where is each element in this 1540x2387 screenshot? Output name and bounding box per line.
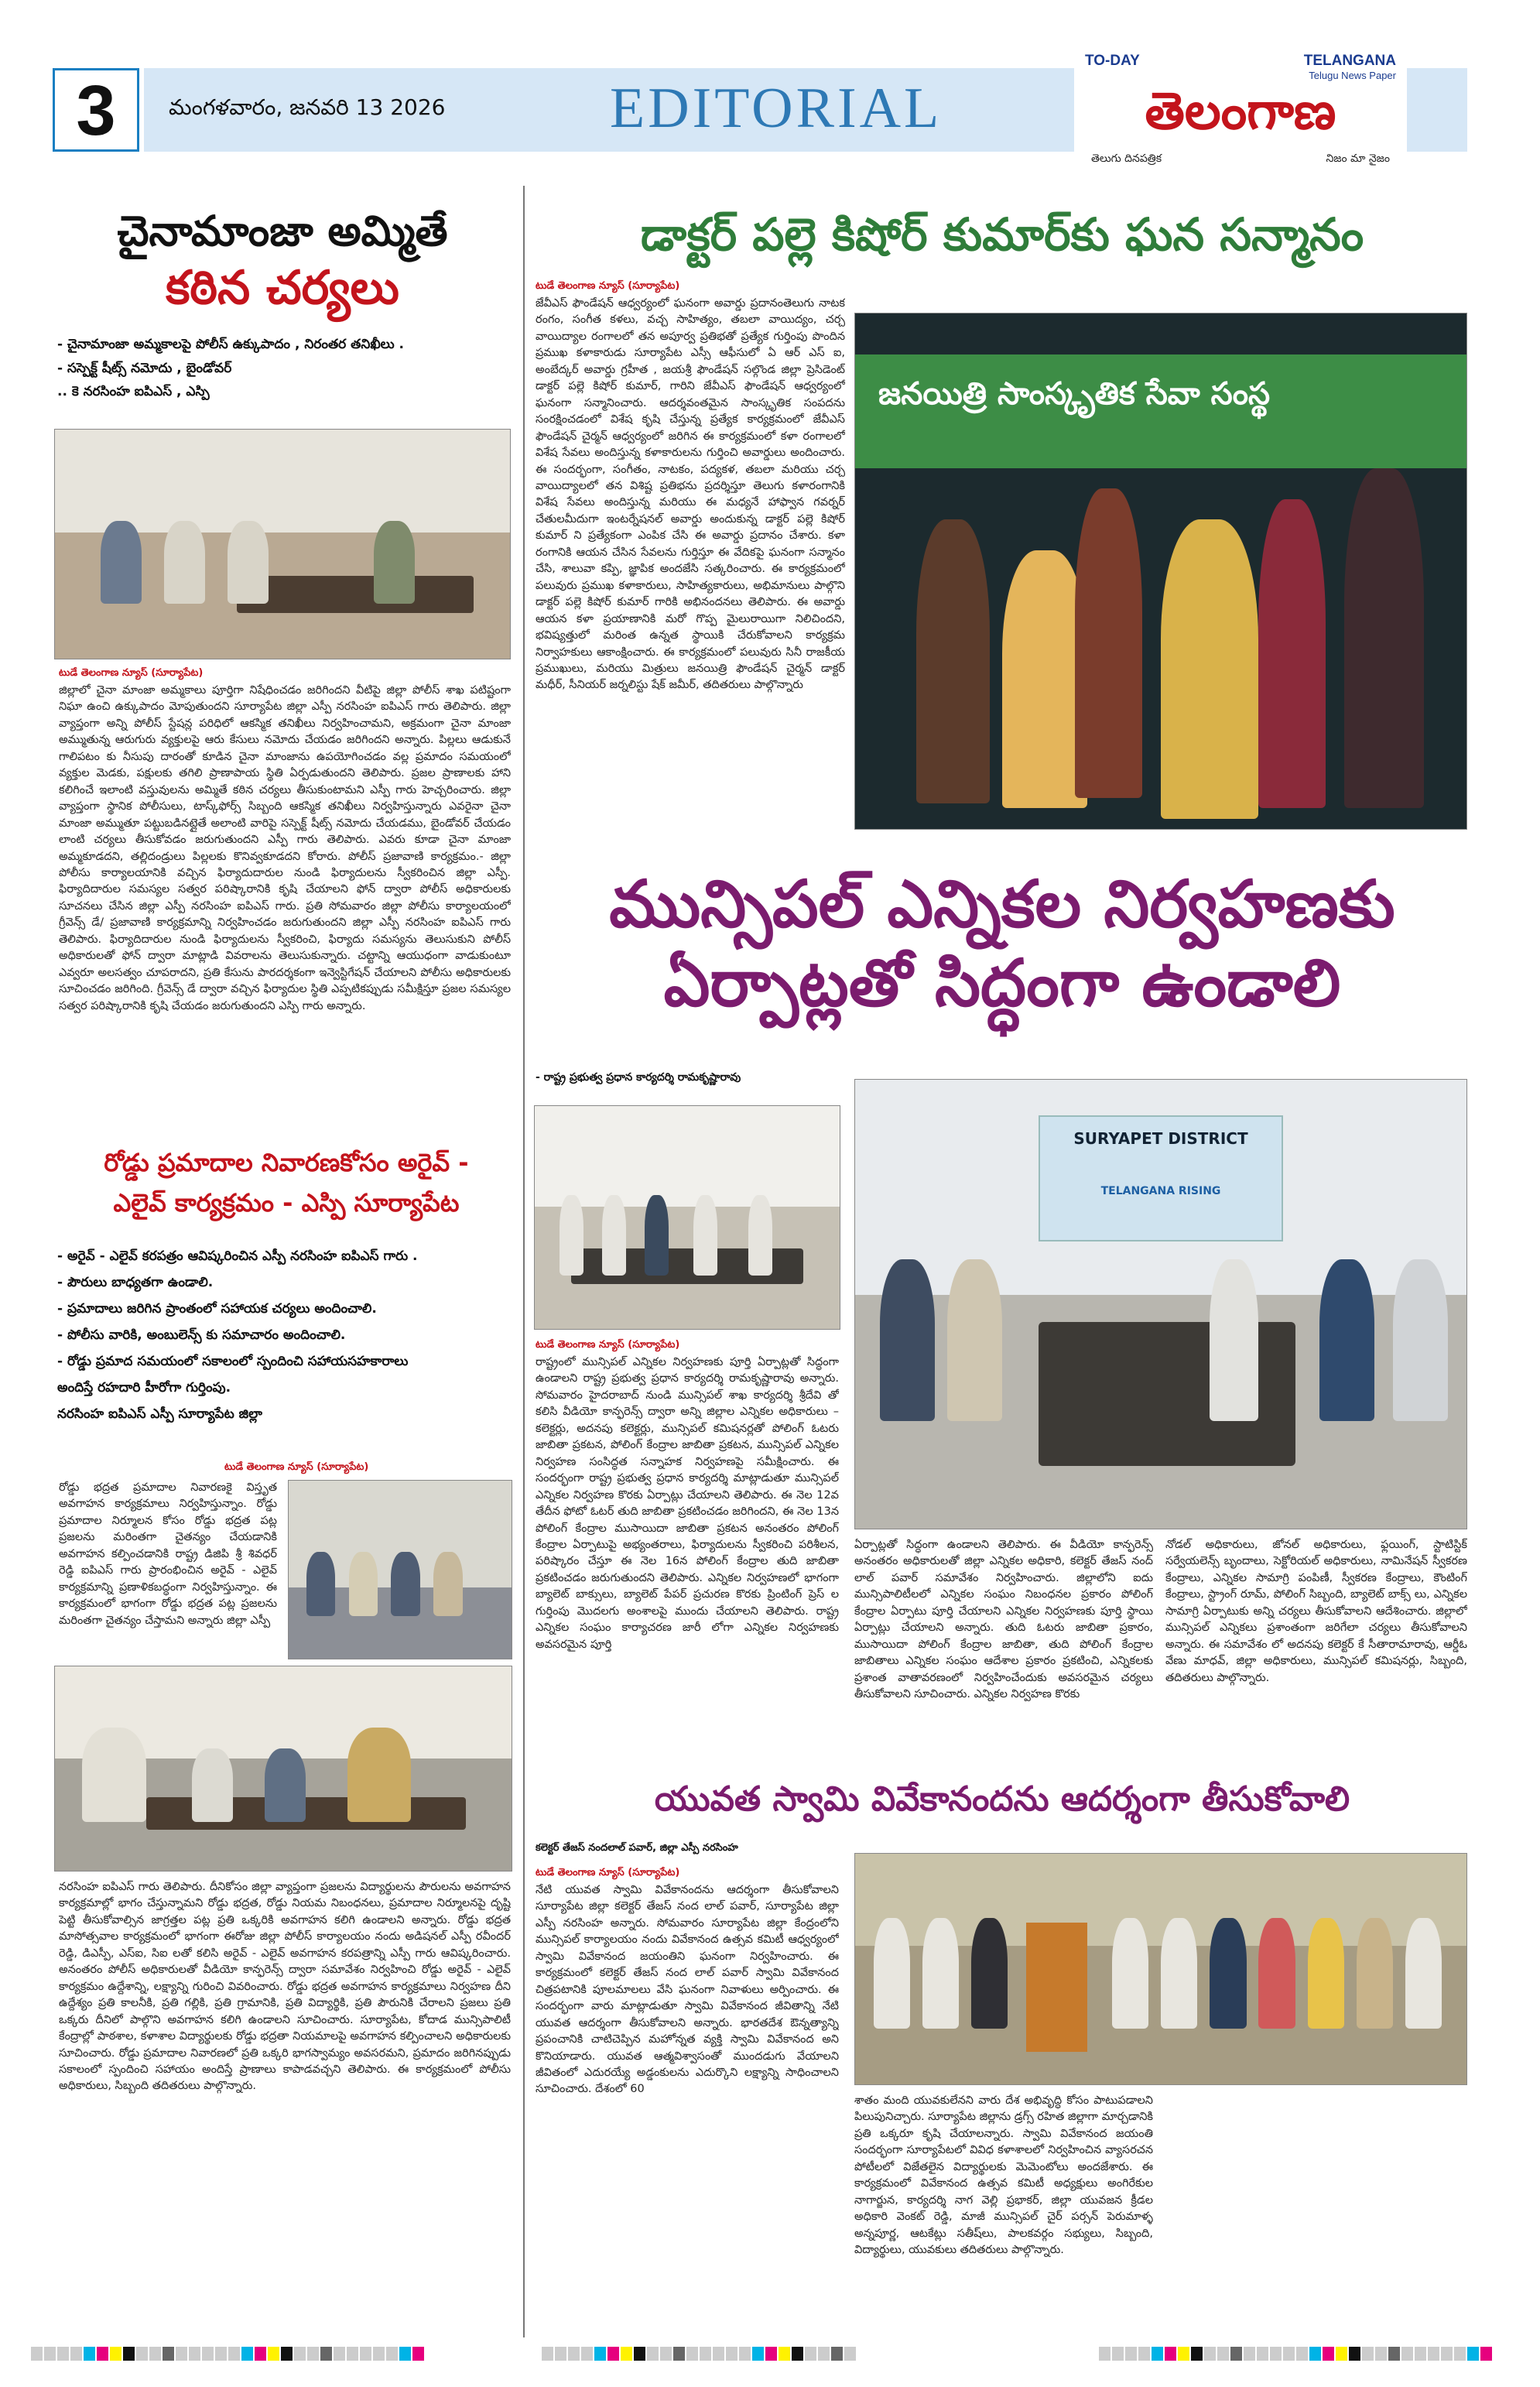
story2-bullet: - అరైవ్ - ఎలైవ్ కరపత్రం ఆవిష్కరించిన ఎస్పీ నరసింహ ఐపిఎస్ గారు .	[57, 1248, 418, 1264]
story3-dateline: టుడే తెలంగాణ న్యూస్ (సూర్యాపేట)	[536, 280, 680, 292]
logo-tagline-right: నిజం మా నైజం	[1326, 152, 1390, 165]
registration-swatch	[765, 2347, 777, 2361]
registration-swatch	[1217, 2347, 1229, 2361]
logo-right-subtitle: Telugu News Paper	[1309, 70, 1396, 81]
registration-swatch	[110, 2347, 121, 2361]
story2-bullet: - పౌరులు బాధ్యతగా ఉండాలి.	[57, 1275, 214, 1290]
registration-swatch	[334, 2347, 345, 2361]
registration-swatch	[647, 2347, 659, 2361]
registration-swatch	[1388, 2347, 1400, 2361]
registration-swatch	[1099, 2347, 1111, 2361]
registration-swatch	[386, 2347, 398, 2361]
registration-swatch	[1428, 2347, 1439, 2361]
registration-swatch	[594, 2347, 606, 2361]
photo-screen-subtitle: TELANGANA RISING	[1100, 1184, 1221, 1197]
registration-swatch	[700, 2347, 711, 2361]
registration-swatch	[1125, 2347, 1137, 2361]
registration-swatch	[818, 2347, 830, 2361]
story2-bullet: నరసింహ ఐపిఎస్ ఎస్పీ సూర్యాపేట జిల్లా	[57, 1406, 262, 1422]
registration-swatch	[1152, 2347, 1163, 2361]
story3-photo-felicitation	[854, 313, 1467, 830]
story5-headline: యువత స్వామి వివేకానందను ఆదర్శంగా తీసుకోవాలి	[654, 1779, 1350, 1819]
registration-swatch	[1138, 2347, 1150, 2361]
registration-swatch	[241, 2347, 253, 2361]
registration-swatch	[1336, 2347, 1347, 2361]
story5-photo-tribute	[854, 1853, 1467, 2085]
registration-swatch	[686, 2347, 698, 2361]
story4-headline-line1: మున్సిపల్ ఎన్నికల నిర్వహణకు	[609, 866, 1395, 942]
registration-swatch	[202, 2347, 214, 2361]
story5-body-right	[854, 2093, 1153, 2336]
registration-swatch	[320, 2347, 332, 2361]
registration-swatch	[70, 2347, 82, 2361]
registration-swatch	[581, 2347, 593, 2361]
registration-swatch	[739, 2347, 751, 2361]
masthead	[53, 53, 1467, 165]
registration-swatch	[1204, 2347, 1216, 2361]
story1-dateline: టుడే తెలంగాణ న్యూస్ (సూర్యాపేట)	[59, 667, 204, 679]
registration-swatch	[97, 2347, 108, 2361]
registration-swatch	[1323, 2347, 1334, 2361]
registration-swatch	[1178, 2347, 1189, 2361]
story2-body-bottom: నరసింహ ఐపిఎస్ గారు తెలిపారు. దీనికోసం జిల్లా వ్యాప్తంగా ప్రజలను విద్యార్థులను పౌరులను అవగాహన కార్యక్రమాల్లో భాగం చేస్తున్నామని రోడ్డు భద్రత, రోడ్డు నియమ నిబంధనలు, ప్రమాదాల నిర్మూలనపై దృష్టి పెట్టి తీసుకోవాల్సిన జాగ్రత్తల పట్ల ప్రతి ఒక్కరికి అవగాహన కలిగి ఉండాలని అన్నారు. రోడ్డు భద్రత మాసోత్సవాల కార్యక్రమంలో భాగంగా ఈరోజు జిల్లా పోలీస్ కార్యాలయం నందు అడిషనల్ ఎస్పీ రవీందర్ రెడ్డి, డిఎస్పీ, ఎస్ఐ, సిఐ లతో కలిసి అరైవ్ - ఎలైవ్ అవగాహన కరపత్రాన్ని ఎస్పీ గారు ఆవిష్కరించారు. అనంతరం పోలీస్ అధికారులతో వీడియో కాన్ఫరెన్స్ ద్వారా సమావేశం నిర్వహించి రోడ్డు అరైవ్ - ఎలైవ్ కార్యక్రమం ఉద్దేశాన్ని, లక్ష్యాన్ని గురించి వివరించారు. రోడ్డు భద్రత అవగాహన కార్యక్రమాలు నిర్వహణ దీని ఉద్దేశ్యం ప్రతి కాలనీకి, ప్రతి గల్లికి, ప్రతి గ్రామానికి, ప్రతి విద్యార్థికి, ప్రతి పౌరునికి చేరాలని ప్రజలు ప్రతి ఒక్కరు దీనిలో పాల్గొని అవగాహన కలిగి ఉండాలని సూచించారు. సూర్యాపేట, కోదాడ మున్సిపాలిటీ కేంద్రాల్లో పాఠశాల, కళాశాల విద్యార్థులకు రోడ్డు భద్రతా నియమాలపై అవగాహన కల్పించాలని అధికారులకు సూచించారు. రోడ్డు ప్రమాదాల నివారణలో ప్రతి ఒక్కరి భాగస్వామ్యం అవసరమని, ప్రమాదం జరిగినప్పుడు సకాలంలో స్పందించి సహాయం అందిస్తే ప్రాణాలు కాపాడవచ్చని తెలిపారు. ఈ కార్యక్రమంలో పోలీసు అధికారులు, సిబ్బంది తదితరులు పాల్గొన్నారు.	[59, 1881, 511, 2093]
logo-left-label: TO-DAY	[1085, 53, 1140, 69]
registration-swatch	[215, 2347, 227, 2361]
registration-swatch	[1401, 2347, 1413, 2361]
story2-bullet: - ప్రమాదాలు జరిగిన ప్రాంతంలో సహాయక చర్యలు అందించాలి.	[57, 1301, 377, 1317]
story4-byline: - రాష్ట్ర ప్రభుత్వ ప్రధాన కార్యదర్శి రామకృష్ణారావు	[536, 1071, 741, 1084]
registration-swatch	[1441, 2347, 1453, 2361]
registration-swatch	[1230, 2347, 1242, 2361]
registration-swatch	[412, 2347, 424, 2361]
registration-swatch	[84, 2347, 95, 2361]
story5-body-right-cont	[1165, 2093, 1467, 2336]
registration-swatch	[1415, 2347, 1426, 2361]
registration-swatch	[1480, 2347, 1492, 2361]
registration-swatch	[31, 2347, 43, 2361]
registration-swatch	[726, 2347, 737, 2361]
registration-swatch	[555, 2347, 566, 2361]
story2-dateline: టుడే తెలంగాణ న్యూస్ (సూర్యాపేట)	[224, 1461, 369, 1473]
registration-swatch	[621, 2347, 632, 2361]
page-number-box	[53, 68, 139, 152]
story2-bullet: - రోడ్డు ప్రమాద సమయంలో సకాలంలో స్పందించి సహాయసహకారాలు	[57, 1354, 409, 1369]
story1-bullet: - చైనామాంజా అమ్మకాలపై పోలీస్ ఉక్కుపాదం , నిరంతర తనిఖీలు .	[57, 337, 404, 352]
story2-bullet: అందిస్తే రహదారి హీరోగా గుర్తింపు.	[57, 1380, 231, 1396]
registration-swatch	[752, 2347, 764, 2361]
registration-swatch	[307, 2347, 319, 2361]
story4-body-col-b: ఏర్పాట్లతో సిద్ధంగా ఉండాలని తెలిపారు. ఈ వీడియో కాన్ఫరెన్స్ అనంతరం అధికారులతో జిల్లా ఎన్నికల అధికారి, కలెక్టర్ తేజస్ నంద్ లాల్ పవార్ సమావేశం నిర్వహించారు. జిల్లాలోని ఐదు మున్సిపాలిటీలలో ఎన్నికల సంఘం నిబంధనల ప్రకారం పోలింగ్ కేంద్రాల ఏర్పాటు పూర్తి చేయాలని ఎన్నికల నిర్వహణకు పూర్తి స్థాయి ఏర్పాట్లు చేయాలని అన్నారు. తుది ఓటరు జాబితా ప్రకారం, ముసాయిదా పోలింగ్ కేంద్రాల జాబితా, తుది పోలింగ్ కేంద్రాల జాబితాలు ఎన్నికల సంఘం ఆదేశాల ప్రకారం ప్రకటించి, ఎన్నికలకు ప్రశాంత వాతావరణంలో నిర్వహించేందుకు అవసరమైన చర్యలు తీసుకోవాలని సూచించారు. ఎన్నికల నిర్వహణ కొరకు	[854, 1539, 1153, 1701]
photo-screen	[1039, 1115, 1283, 1241]
registration-swatch	[1362, 2347, 1374, 2361]
story2-photo-leaflet	[288, 1480, 512, 1659]
photo-stage-banner	[855, 354, 1466, 468]
registration-swatch	[136, 2347, 148, 2361]
story5-body-left: నేటి యువత స్వామి వివేకానందను ఆదర్శంగా తీసుకోవాలని సూర్యాపేట జిల్లా కలెక్టర్ తేజస్ నంద లాల్ పవార్, సూర్యాపేట జిల్లా ఎస్పీ నరసింహ అన్నారు. సోమవారం సూర్యాపేట జిల్లా కేంద్రంలోని మున్సిపల్ కార్యాలయం నందు వివేకానంద ఉత్సవ కమిటీ ఆధ్వర్యంలో స్వామి వివేకానంద జయంతిని ఘనంగా నిర్వహించారు. ఈ కార్యక్రమంలో కలెక్టర్ తేజస్ నంద లాల్ పవార్ స్వామి వివేకానంద చిత్రపటానికి పూలమాలలు వేసి ఘనంగా నివాళులు అర్పించారు. ఈ సందర్భంగా వారు మాట్లాడుతూ స్వామి వివేకానంద జీవితాన్ని నేటి యువత ఆదర్శంగా తీసుకోవాలని అన్నారు. భారతదేశ ఔన్నత్యాన్ని ప్రపంచానికి చాటిచెప్పిన మహోన్నత వ్యక్తి స్వామి వివేకానంద అని కొనియాడారు. యువత ఆత్మవిశ్వాసంతో ముందడుగు వేయాలని జీవితంలో ఎదురయ్యే అడ్డంకులను ఎదుర్కొని లక్ష్యాన్ని సాధించాలని సూచించారు. దేశంలో 60	[536, 1884, 839, 2096]
story3-headline: డాక్టర్ పల్లె కిషోర్ కుమార్‌కు ఘన సన్మానం	[640, 208, 1364, 261]
registration-swatch	[228, 2347, 240, 2361]
registration-swatch	[176, 2347, 187, 2361]
registration-swatch	[1454, 2347, 1466, 2361]
issue-date: మంగళవారం, జనవరి 13 2026	[169, 94, 446, 120]
story2-headline-line1: రోడ్డు ప్రమాదాల నివారణకోసం అరైవ్ -	[104, 1148, 469, 1177]
registration-swatch	[779, 2347, 790, 2361]
photo-stage-banner-text: జనయిత్రి సాంస్కృతిక సేవా సంస్థ	[878, 376, 1271, 413]
registration-swatch	[831, 2347, 843, 2361]
registration-swatch	[660, 2347, 672, 2361]
story4-body-col-c: నోడల్ అధికారులు, జోనల్ అధికారులు, ఫ్లయింగ్, స్టాటిస్టిక్ సర్వేయలెన్స్ బృందాలు, సెక్టోరియల్ అధికారులు, నామినేషన్ స్వీకరణ కేంద్రాలు, ఎన్నికల సామాగ్రి పంపిణీ, స్వీకరణ కేంద్రాలు, కౌంటింగ్ కేంద్రాలు, స్ట్రాంగ్ రూమ్, పోలింగ్ సిబ్బంది, బ్యాలెట్ బాక్స్ లు, ఎన్నికల సామాగ్రి ఏర్పాటుకు అన్ని చర్యలు తీసుకోవాలని ఆదేశించారు. జిల్లాలో మున్సిపల్ ఎన్నికలు ప్రశాంతంగా జరిగేలా చర్యలు తీసుకోవాలని అన్నారు. ఈ సమావేశం లో అదనపు కలెక్టర్ కే సీతారామారావు, ఆర్డీఓ వేణు మాధవ్, జిల్లా అధికారులు, మున్సిపల్ కమిషనర్లు, సిబ్బంది, తదితరులు పాల్గొన్నారు.	[1165, 1539, 1467, 1684]
photo-portrait-frame	[1026, 1923, 1087, 2052]
registration-swatch	[294, 2347, 306, 2361]
logo-right-title: TELANGANA	[1303, 53, 1396, 69]
registration-swatch	[1191, 2347, 1203, 2361]
registration-swatch	[1375, 2347, 1387, 2361]
story5-byline: కలెక్టర్ తేజస్ నందలాల్ పవార్, జిల్లా ఎస్పీ నరసింహ	[536, 1842, 738, 1854]
registration-swatch	[1112, 2347, 1124, 2361]
registration-swatch	[57, 2347, 69, 2361]
registration-swatch	[347, 2347, 358, 2361]
registration-swatch	[149, 2347, 161, 2361]
registration-swatch	[1309, 2347, 1321, 2361]
registration-swatch	[1349, 2347, 1360, 2361]
registration-swatch	[1296, 2347, 1308, 2361]
registration-swatch	[399, 2347, 411, 2361]
story5-body-right-text: శాతం మంది యువకులేనని వారు దేశ అభివృద్ధి కోసం పాటుపడాలని పిలుపునిచ్చారు. సూర్యాపేట జిల్లాను డ్రగ్స్ రహిత జిల్లాగా మార్చడానికి ప్రతి ఒక్కరూ కృషి చేయాలన్నారు. స్వామి వివేకానంద జయంతి సందర్భంగా సూర్యాపేటలో వివిధ కళాశాలలో నిర్వహించిన వ్యాసరచన పోటీలలో విజేతలైన విద్యార్థులకు మెమెంటోలు అందజేశారు. ఈ కార్యక్రమంలో వివేకానంద ఉత్సవ కమిటీ అధ్యక్షులు అంగిరేకుల నాగార్జున, కార్యదర్శి నాగ వెల్లి ప్రభాకర్, జిల్లా యువజన క్రీడల అధికారి వెంకట్ రెడ్డి, మాజీ మున్సిపల్ చైర్ పర్సన్ పెరుమాళ్ళ అన్నపూర్ణ, ఆటకేట్లు సతీష్‌లు, పాలకవర్గం సభ్యులు, సిబ్బంది, విద్యార్థులు, యువకులు తదితరులు పాల్గొన్నారు.	[854, 2094, 1153, 2257]
registration-swatch	[1244, 2347, 1255, 2361]
registration-swatch	[1467, 2347, 1479, 2361]
registration-swatch	[255, 2347, 266, 2361]
story1-body: జిల్లాలో చైనా మాంజా అమ్మకాలు పూర్తిగా నిషేధించడం జరిగిందని వీటిపై జిల్లా పోలీస్ శాఖ పటిష్టంగా నిఘా ఉంచి ఉక్కుపాదం మోపుతుందని సూర్యాపేట జిల్లా ఎస్పీ నరసింహ ఐపిఎస్ గారు తెలిపారు. జిల్లా వ్యాప్తంగా అన్ని పోలీస్ స్టేషన్ల పరిధిలో ఆకస్మిక తనిఖీలు నిర్వహించామని, అక్రమంగా చైనా మాంజా అమ్ముతున్న ఆరుగురు వ్యక్తులపై ఆరు కేసులు నమోదు చేయడం జరిగిందని అన్నారు. పిల్లలు ఆడుకునే గాలిపటం కు నీసుపు దారంతో కూడిన చైనా మాంజాను ఉపయోగించడం వల్ల ప్రమాదం సమయంలో వ్యక్తుల మెడకు, పక్షులకు తగిలి ప్రాణాపాయ స్థితి ఏర్పడుతుందని తెలిపారు. ప్రజల ప్రాణాలకు హాని కలిగించే ఇలాంటి వస్తువులను అమ్మితే కఠిన చర్యలు తీసుకుంటామని ఎస్పీ గారు హెచ్చరించారు. జిల్లా వ్యాప్తంగా స్థానిక పోలీసులు, టాస్క్‌ఫోర్స్ సిబ్బంది ఆకస్మిక తనిఖీలు నిర్వహిస్తున్నారు ఎవరైనా చైనా మాంజా అమ్ముతూ పట్టుబడినట్లైతే అలాంటి వారిపై సస్పెక్ట్ షీట్స్ నమోదు చేయడము, బైండోవర్ చేయడం లాంటి చర్యలు తీసుకోవడం జరుగుతుందని ఎస్పీ గారు తెలిపారు. ఎవరు కూడా చైనా మాంజా అమ్మకూడదని, తల్లిదండ్రులు పిల్లలకు కొనివ్వకూడదని కోరారు. పోలీస్ ప్రజావాణి కార్యక్రమం.- జిల్లా పోలీసు కార్యాలయానికి వచ్చిన ఫిర్యాదుదారుల నుండి ఫిర్యాదులను స్వీకరించిన జిల్లా ఎస్పీ. ఫిర్యాదిదారుల సమస్యల సత్వర పరిష్కారానికి కృషి చేయాలని ఫోన్ ద్వారా పోలీస్ అధికారులకు సూచనలు చేసిన జిల్లా ఎస్పీ నరసింహ ఐపిఎస్ గారు. ప్రతి సోమవారం జిల్లా పోలీసు కార్యాలయంలో గ్రీవెన్స్ డే/ ప్రజావాణి కార్యక్రమాన్ని నిర్వహించడం జరుగుతుందని జిల్లా ఎస్పీ నరసింహ ఐపిఎస్ గారు తెలిపారు. ఫిర్యాదిదారుల నుండి ఫిర్యాదులను స్వీకరించి, ఫిర్యాదు సమస్యను తెలుసుకుని పోలీస్ అధికారులతో ఫోన్ ద్వారా మాట్లాడి వివరాలను తెలుసుకున్నారు. చట్టాన్ని ఆయుధంగా వాడుకుంటూ ఎవ్వరూ అలసత్వం చూపరాదని, ప్రతి కేసును పారదర్శకంగా ఇన్వెస్టిగేషన్ చేయాలని పోలీసు అధికారులకు సూచించడం జరిగింది. గ్రీవెన్స్ డే ద్వారా వచ్చిన ఫిర్యాదుల స్థితి ఎప్పటికప్పుడు సమీక్షిస్తూ ప్రజల సమస్యల సత్వర పరిష్కారానికి కృషి చేయడం జరుగుతుందని ఎస్పి గారు అన్నారు.	[59, 684, 511, 1012]
story1-bullet: - సస్పెక్ట్ షీట్స్ నమోదు , బైండోవర్	[57, 360, 232, 376]
registration-swatch	[1270, 2347, 1282, 2361]
story4-dateline: టుడే తెలంగాణ న్యూస్ (సూర్యాపేట)	[536, 1339, 680, 1351]
story2-bullet: - పోలీసు వారికి, అంబులెన్స్ కు సమాచారం అందించాలి.	[57, 1327, 346, 1343]
column-divider	[523, 186, 525, 2337]
registration-swatch	[607, 2347, 619, 2361]
story1-photo	[54, 429, 511, 659]
story5-dateline: టుడే తెలంగాణ న్యూస్ (సూర్యాపేట)	[536, 1867, 680, 1878]
registration-swatch	[281, 2347, 293, 2361]
registration-swatch	[792, 2347, 803, 2361]
registration-swatch	[673, 2347, 685, 2361]
story4-photo-collectorate	[854, 1079, 1467, 1529]
logo-right-label	[1304, 53, 1396, 81]
registration-swatch	[373, 2347, 385, 2361]
story4-headline-line2: ఏర్పాట్లతో సిద్ధంగా ఉండాలి	[663, 945, 1341, 1021]
registration-swatch	[123, 2347, 135, 2361]
registration-swatch	[844, 2347, 856, 2361]
story2-body-top: రోడ్డు భద్రత ప్రమాదాల నివారణకై విస్తృత అవగాహన కార్యక్రమాలు నిర్వహిస్తున్నాం. రోడ్డు ప్రమాదాల నిర్మూలన కోసం రోడ్డు భద్రత పట్ల ప్రజలను మరింతగా చైతన్యం చేయడానికి అవగాహన కల్పించడానికి రాష్ట్ర డిజిపి శ్రీ శివధర్ రెడ్డి ఐపిఎస్ గారు ప్రారంభించిన అరైవ్ - ఎలైవ్ కార్యక్రమాన్ని ప్రణాళికబద్ధంగా నిర్వహిస్తున్నాం. ఈ కార్యక్రమంలో భాగంగా రోడ్డు భద్రత పట్ల ప్రజలను మరింతగా చైతన్యం చేస్తామని అన్నారు జిల్లా ఎస్పీ	[59, 1481, 277, 1627]
story1-bullet: .. కె నరసింహ ఐపిఎస్ , ఎస్పి	[57, 384, 210, 400]
registration-swatch	[1165, 2347, 1176, 2361]
story1-headline-line2: కఠిన చర్యలు	[166, 261, 399, 315]
registration-swatch	[1257, 2347, 1268, 2361]
photo-screen-title: SURYAPET DISTRICT	[1073, 1129, 1248, 1149]
registration-swatch	[189, 2347, 200, 2361]
logo-tagline-left: తెలుగు దినపత్రిక	[1091, 152, 1162, 165]
page-number: 3	[76, 71, 116, 150]
registration-swatch	[805, 2347, 816, 2361]
registration-swatch	[360, 2347, 371, 2361]
registration-swatch	[634, 2347, 645, 2361]
registration-swatch	[713, 2347, 724, 2361]
story1-headline-line1: చైనామాంజా అమ్మితే	[117, 207, 448, 255]
story2-photo-meeting	[54, 1666, 512, 1872]
story4-body-col-a: రాష్ట్రంలో మున్సిపల్ ఎన్నికల నిర్వహణకు పూర్తి ఏర్పాట్లతో సిద్ధంగా ఉండాలని రాష్ట్ర ప్రభుత్వ ప్రధాన కార్యదర్శి రామకృష్ణారావు అన్నారు. సోమవారం హైదరాబాద్ నుండి మున్సిపల్ శాఖ కార్యదర్శి శ్రీదేవి తో కలిసి వీడియో కాన్ఫరెన్స్ ద్వారా అన్ని జిల్లాల ఎన్నికల అధికారులు – కలెక్టర్లు, అదనపు కలెక్టర్లు, మున్సిపల్ కమిషనర్లతో పోలింగ్ ఓటరు జాబితా ప్రకటన, పోలింగ్ కేంద్రాల జాబితా ప్రకటన, మున్సిపల్ ఎన్నికల నిర్వహణ సంసిద్ధత సన్నాహక నిర్వహణపై సమీక్షించారు. ఈ సందర్భంగా రాష్ట్ర ప్రభుత్వ ప్రధాన కార్యదర్శి మాట్లాడుతూ మున్సిపల్ ఎన్నికల నిర్వహణ కొరకు ఏర్పాట్లు చేయాలని తెలిపారు. ఈ నెల 12వ తేదీన ఫోటో ఓటర్ తుది జాబితా ప్రకటించడం జరిగిందని, ఈ నెల 13న పోలింగ్ కేంద్రాల ముసాయిదా జాబితా ప్రకటన అనంతరం పోలింగ్ కేంద్రాల ఏర్పాటుపై అభ్యంతరాలు, ఫిర్యాదులను స్వీకరించి పరిశీలన, పరిష్కారం చేస్తూ ఈ నెల 16న పోలింగ్ కేంద్రాల తుది జాబితా ప్రకటించడం జరుగుతుందని తెలిపారు. ఎన్నికల నిర్వహణలో భాగంగా బ్యాలెట్ బాక్సులు, బ్యాలెట్ పేపర్ ప్రచురణ కొరకు ప్రింటింగ్ ప్రెస్ ల గుర్తింపు మొదలగు అంశాలపై ముందు చేయాలని తెలిపారు. రాష్ట్ర ఎన్నికల సంఘం కార్యాచరణ జారీ లోగా ఎన్నికల నిర్వహణకు అవసరమైన పూర్తి	[536, 1356, 839, 1651]
registration-swatch	[163, 2347, 174, 2361]
registration-swatch	[268, 2347, 279, 2361]
story2-headline-line2: ఎలైవ్ కార్యక్రమం - ఎస్పి సూర్యాపేట	[113, 1188, 460, 1217]
newspaper-logo	[1074, 51, 1407, 167]
print-registration-bar	[31, 2345, 1509, 2362]
story2-bullet-list	[57, 1243, 418, 1427]
registration-swatch	[44, 2347, 56, 2361]
story1-bullet-list	[57, 333, 404, 404]
registration-swatch	[542, 2347, 553, 2361]
story4-photo-videoconf	[534, 1105, 840, 1330]
registration-swatch	[1283, 2347, 1295, 2361]
section-title: EDITORIAL	[610, 77, 943, 140]
registration-swatch	[568, 2347, 580, 2361]
story3-body: జేవీఎస్ ఫౌండేషన్ ఆధ్వర్యంలో ఘనంగా అవార్డు ప్రదానంతెలుగు నాటక రంగం, సంగీత కళలు, వచ్చ సాహిత్యం, తబలా వాయిద్యం, చర్చ వాయిద్యాల రంగాలలో తన అపూర్వ ప్రతిభతో ప్రత్యేక గుర్తింపు పొందిన ప్రముఖ కళాకారుడు సూర్యాపేట ఎస్సీ ఆఫీసులో ఏ ఆర్ ఎస్ ఐ, అంబేద్కర్ అవార్డు గ్రహీత , జయశ్రీ ఫౌండేషన్ సల్గొండ జిల్లా ప్రెసిడెంట్ డాక్టర్ పల్లె కిషోర్ కుమార్, గారిని జేవీఎస్ ఫౌండేషన్ ఆధ్వర్యంలో ఘనంగా సన్మానించారు. ఆదర్శవంతమైన సాంస్కృతిక సంపదను సంరక్షించడంలో విశేష కృషి చేస్తున్న ప్రత్యేక కార్యక్రమంలో జేవీఎస్ ఫౌండేషన్ చైర్మన్ ఆధ్వర్యంలో జరిగిన ఈ కార్యక్రమంలో కళా రంగాలలో విశేష సేవలు అందిస్తున్న కళాకారులను గుర్తించి అవార్డులు అందించారు. ఈ సందర్భంగా, సంగీతం, నాటకం, పద్యకళ, తబలా మరియు చర్చ వాయిద్యాలలో తన విశిష్ట ప్రతిభను ప్రదర్శిస్తూ తెలుగు కళారంగానికి విశేష సేవలు అందిస్తున్న మరియు ఈ మధ్యనే హాఫ్వాన గవర్నర్ చేతులమీదుగా ఇంటర్నేషనల్ అవార్డు అందుకున్న డాక్టర్ పల్లె కిషోర్ కుమార్ ని ప్రత్యేకంగా ఎంపిక చేసి ఈ అవార్డు ప్రదానం చేశారు. కళా రంగానికి ఆయన చేసిన సేవలను గుర్తిస్తూ ఈ వేదికపై ఘనంగా సన్మానం చేసి, శాలువా కప్పి, జ్ఞాపిక అందజేసి సత్కరించారు. ఈ కార్యక్రమంలో పలువురు ప్రముఖ కళాకారులు, సాహిత్యకారులు, అభిమానులు పాల్గొని డాక్టర్ పల్లె కిషోర్ కుమార్ గారికి అభినందనలు తెలిపారు. ఈ అవార్డు ఆయన కళా ప్రయాణానికి మరో గొప్ప మైలురాయిగా నిలిచిందని, భవిష్యత్తులో మరింత ఉన్నత స్థాయికి చేరుకోవాలని కార్యక్రమ నిర్వాహకులు ఆకాంక్షించారు. ఈ కార్యక్రమంలో పలువురు సినీ రాజకీయ ప్రముఖులు, మరియు మిత్రులు జనయిత్రి ఫౌండేషన్ చైర్మన్ డాక్టర్ మధీర్, సీనియర్ జర్నలిస్టు షేక్ జమీర్, తదితరులు పాల్గొన్నారు	[536, 297, 845, 692]
logo-wordmark: తెలంగాణ	[1145, 81, 1336, 141]
